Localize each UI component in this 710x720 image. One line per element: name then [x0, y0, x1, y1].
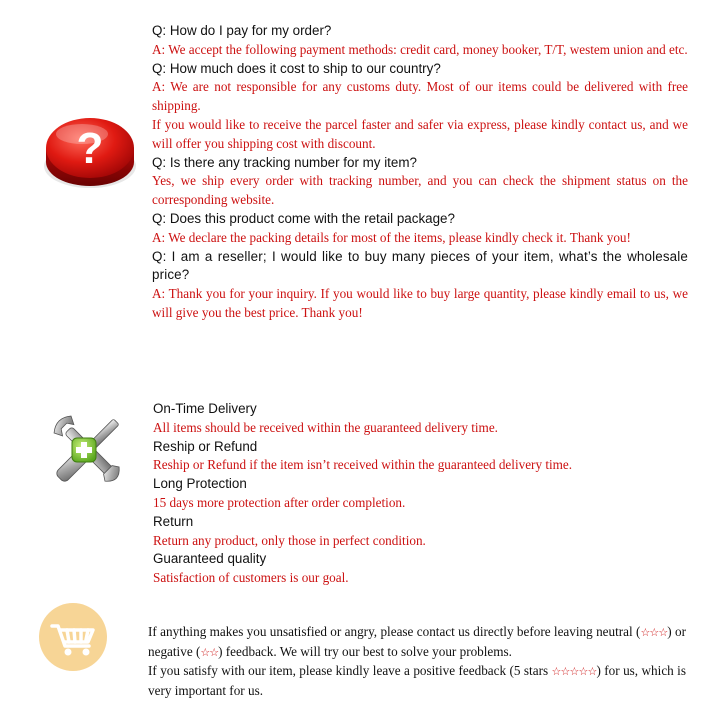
faq-question: Q: I am a reseller; I would like to buy many pieces of your item, what’s the wholesale price? [152, 248, 688, 283]
service-title: Return [153, 513, 194, 529]
faq-answer: A: We accept the following payment methods: credit card, money booker, T/T, westem union and etc. [152, 41, 688, 57]
faq-question: Q: Is there any tracking number for my item? [152, 154, 417, 170]
feedback-text: If anything makes you unsatisfied or angry, please contact us directly before leaving neutral ( [148, 624, 641, 639]
negative-stars-icon: ☆☆ [200, 646, 219, 659]
feedback-note [148, 623, 686, 700]
service-title: On-Time Delivery [153, 401, 257, 416]
faq-answer: If you would like to receive the parcel faster and safer via express, please kindly contact us, and we will offer you shipping cost with discount. [152, 116, 688, 151]
feedback-line-1 [148, 623, 686, 662]
feedback-text: If you satisfy with our item, please kindly leave a positive feedback (5 stars [148, 663, 552, 679]
service-description: Satisfaction of customers is our goal. [153, 570, 349, 586]
service-description: Reship or Refund if the item isn’t received within the guaranteed delivery time. [153, 457, 573, 473]
question-mark-button-icon [40, 106, 140, 192]
faq-answer: A: We declare the packing details for most of the items, please kindly check it. Thank you! [152, 229, 631, 245]
feedback-text: ) or negative ( [148, 624, 686, 659]
service-title: Long Protection [153, 476, 247, 492]
feedback-text: ) for us, which is very important for us. [148, 663, 686, 698]
service-list [153, 400, 673, 588]
positive-stars-icon: ☆☆☆☆☆ [551, 666, 597, 679]
wrench-screwdriver-plus-icon [46, 408, 130, 492]
service-description: Return any product, only those in perfect condition. [153, 532, 426, 548]
faq-section [152, 22, 688, 323]
service-description: All items should be received within the guaranteed delivery time. [153, 419, 498, 435]
faq-answer: A: We are not responsible for any customs duty. Most of our items could be delivered with free shipping. [152, 79, 688, 114]
service-title: Guaranteed quality [153, 551, 267, 567]
feedback-line-2 [148, 662, 686, 700]
faq-answer: Yes, we ship every order with tracking number, and you can check the shipment status on the corresponding website. [152, 173, 688, 208]
shopping-cart-icon [38, 602, 108, 672]
service-title: Reship or Refund [153, 438, 258, 454]
svg-text:?: ? [76, 124, 104, 173]
feedback-text: ) feedback. We will try our best to solve your problems. [218, 643, 512, 659]
faq-question: Q: How do I pay for my order? [152, 23, 332, 38]
neutral-stars-icon: ☆☆☆ [640, 627, 668, 639]
faq-answer: A: Thank you for your inquiry. If you would like to buy large quantity, please kindly email to us, we will give you the best price. Thank you! [152, 286, 688, 320]
service-description: 15 days more protection after order completion. [153, 494, 406, 510]
faq-question: Q: Does this product come with the retail package? [152, 210, 455, 226]
faq-question: Q: How much does it cost to ship to our country? [152, 60, 441, 76]
